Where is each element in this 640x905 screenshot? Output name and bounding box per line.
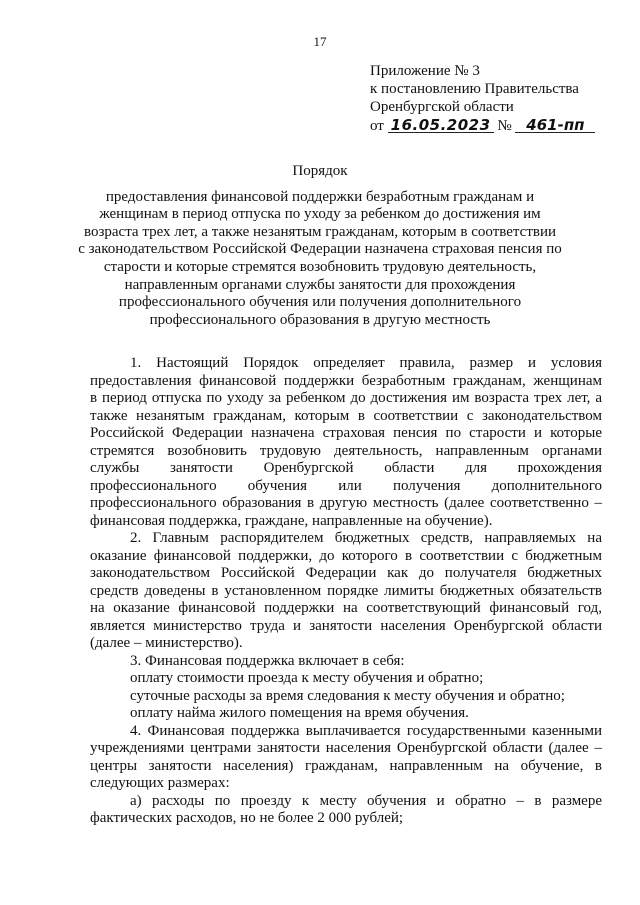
appendix-number: Приложение № 3 bbox=[370, 63, 480, 79]
appendix-resolution-line: к постановлению Правительства bbox=[370, 81, 579, 97]
body-line: оплату стоимости проезда к месту обучения и обратно; bbox=[130, 670, 484, 686]
body-line: Российской Федерации назначена страховая пенсия по старости и которые bbox=[90, 425, 602, 441]
body-line: центры занятости населения) гражданам, направленным на обучение, в bbox=[90, 757, 602, 774]
body-line: суточные расходы за время следования к месту обучения и обратно; bbox=[130, 687, 565, 704]
handwritten-date: 16.05.2023 bbox=[388, 116, 494, 134]
title-line: профессионального обучения или получения дополнительного bbox=[118, 294, 522, 311]
body-line: является министерство труда и занятости населения Оренбургской области bbox=[90, 617, 602, 634]
title-line: профессионального образования в другую местность bbox=[149, 311, 491, 328]
appendix-region-line: Оренбургской области bbox=[370, 99, 514, 115]
number-label: № bbox=[497, 118, 512, 134]
title-line: с законодательством Российской Федерации назначена страховая пенсия по bbox=[78, 241, 562, 258]
page-number: 17 bbox=[313, 34, 327, 49]
body-line: следующих размерах: bbox=[90, 775, 230, 791]
body-line: предоставления финансовой поддержки безработным гражданам, женщинам bbox=[90, 372, 602, 389]
title-line: женщинам в период отпуска по уходу за ребенком до достижения им bbox=[99, 206, 541, 223]
body-line: учреждениями центрами занятости населения Оренбургской области (далее – bbox=[90, 740, 602, 756]
body-line: стремятся возобновить трудовую деятельность, направленным органами bbox=[90, 442, 602, 459]
body-line: в период отпуска по уходу за ребенком до достижения им возраста трех лет, а bbox=[90, 390, 602, 406]
body-line: фактических расходов, но не более 2 000 рублей; bbox=[90, 810, 404, 826]
body-line: (далее – министерство). bbox=[90, 635, 243, 651]
title-line: предоставления финансовой поддержки безработным гражданам и bbox=[105, 188, 535, 205]
handwritten-number: 461-пп bbox=[515, 116, 595, 134]
body-line: 4. Финансовая поддержка выплачивается государственными казенными bbox=[130, 722, 602, 739]
body-line: профессионального образования в другую местность (далее соответственно – bbox=[90, 495, 602, 511]
title-line: направленным органами службы занятости для прохождения bbox=[124, 276, 516, 293]
title-heading: Порядок bbox=[292, 163, 348, 179]
appendix-header bbox=[370, 62, 595, 135]
body-line: 3. Финансовая поддержка включает в себя: bbox=[130, 652, 405, 669]
body-line: 2. Главным распорядителем бюджетных средств, направляемых на bbox=[130, 530, 602, 546]
body-line: законодательством Российской Федерации как до получателя бюджетных bbox=[90, 565, 602, 581]
body-line: службы занятости Оренбургской области для прохождения bbox=[90, 460, 602, 476]
body-line: также незанятым гражданам, которым в соответствии с законодательством bbox=[90, 407, 602, 424]
body-line: 1. Настоящий Порядок определяет правила, размер и условия bbox=[130, 355, 602, 371]
body-line: оказание финансовой поддержки, до которого в соответствии с бюджетным bbox=[90, 547, 602, 564]
appendix-date-line bbox=[370, 116, 595, 135]
body-line: средств доведены в установленном порядке лимиты бюджетных обязательств bbox=[90, 582, 602, 599]
title-line: старости и которые стремятся возобновить трудовую деятельность, bbox=[103, 258, 537, 275]
document-title bbox=[40, 163, 600, 329]
body-line: оплату найма жилого помещения на время обучения. bbox=[130, 705, 469, 721]
body-line: на оказание финансовой поддержки на соответствующий финансовый год, bbox=[90, 600, 602, 616]
from-label: от bbox=[370, 118, 384, 134]
title-line: возраста трех лет, а также незанятым гражданам, которым в соответствии bbox=[83, 223, 557, 240]
body-line: профессионального обучения или получения дополнительного bbox=[90, 477, 602, 494]
body-line: а) расходы по проезду к месту обучения и обратно – в размере bbox=[130, 792, 602, 809]
document-body bbox=[90, 355, 602, 828]
title-text bbox=[40, 189, 600, 330]
body-line: финансовая поддержка, граждане, направленные на обучение). bbox=[90, 512, 493, 529]
